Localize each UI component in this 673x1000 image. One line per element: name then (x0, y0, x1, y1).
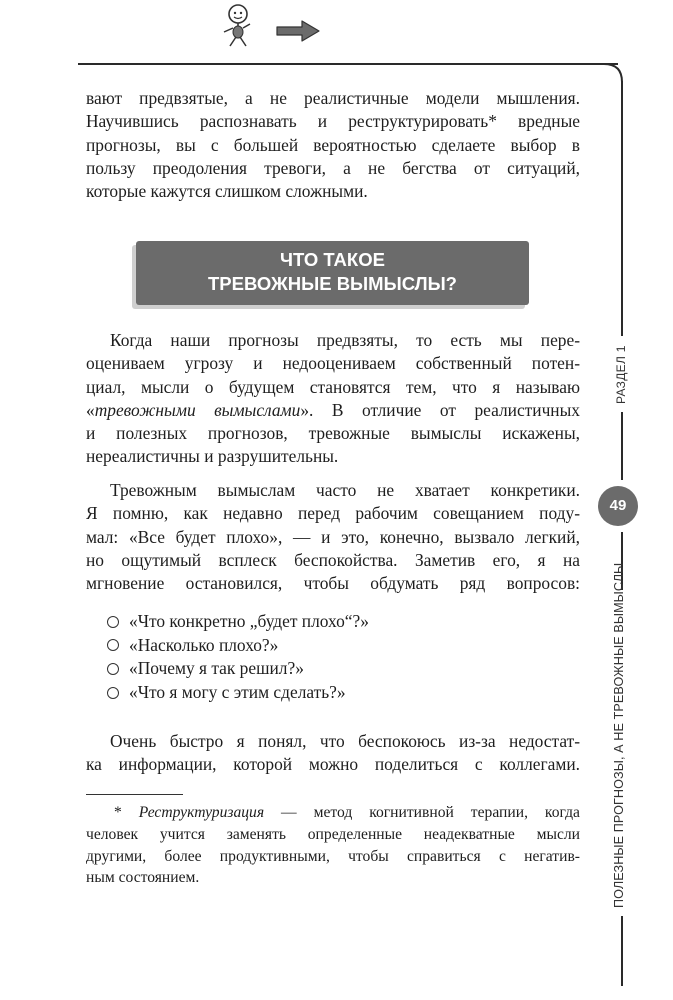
section-label: РАЗДЕЛ 1 (614, 345, 628, 404)
right-rule-top (621, 81, 623, 336)
footnote-term: Реструктуризация (138, 804, 265, 821)
circle-bullet-icon (107, 687, 119, 699)
list-item-text: «Почему я так решил?» (129, 658, 304, 679)
right-rule-mid (621, 412, 623, 480)
paragraph-1 (86, 329, 580, 469)
list-item (107, 657, 369, 681)
text-line: Когда наши прогнозы предвзяты, то есть мы пере- (110, 330, 580, 350)
paragraph-3 (86, 730, 580, 777)
list-item (107, 634, 369, 658)
text-line: Тревожным вымыслам часто не хватает конкретики. (110, 480, 580, 500)
heading-line-2: ТРЕВОЖНЫЕ ВЫМЫСЛЫ? (208, 273, 457, 294)
text-line: и полезных прогнозов, тревожные вымыслы искажены, (86, 423, 580, 444)
page-number: 49 (598, 486, 638, 526)
text-line: нереалистичны и разрушительны. (86, 446, 339, 467)
list-item-text: «Что конкретно „будет плохо“?» (129, 611, 369, 631)
arrow-right-icon (274, 18, 322, 44)
footnote (86, 802, 580, 889)
quote-open: « (86, 399, 95, 420)
chapter-title: ПОЛЕЗНЫЕ ПРОГНОЗЫ, А НЕ ТРЕВОЖНЫЕ ВЫМЫСЛЫ (612, 562, 626, 908)
text-line: Очень быстро я понял, что беспокоюсь из-за недостат- (110, 731, 580, 751)
text-line: мгновение остановился, чтобы обдумать ряд вопросов: (86, 573, 580, 594)
stick-figure-icon (214, 2, 264, 50)
list-item-text: «Что я могу с этим сделать?» (129, 681, 346, 702)
text-line: другими, более продуктивными, чтобы справиться с негатив- (86, 847, 580, 865)
footnote-rule (86, 794, 183, 795)
list-item (107, 610, 369, 634)
text-line: пользу преодоления тревоги, а не бегства от ситуаций, (86, 157, 580, 178)
section-heading (136, 241, 529, 305)
text-line: человек учится заменять определенные неадекватные мысли (86, 825, 580, 843)
text-line: ка информации, которой можно поделиться с коллегами. (86, 754, 580, 775)
question-list (107, 610, 369, 704)
text-line (86, 802, 580, 824)
text-segment: ». В отличие от реалистичных (300, 399, 580, 420)
list-item-text: «Насколько плохо?» (129, 634, 279, 655)
text-line: Научившись распознавать и реструктурировать* вредные (86, 111, 580, 132)
text-segment: — метод когнитивной терапии, когда (264, 804, 580, 821)
text-line: мал: «Все будет плохо», — и это, конечно, вызвало легкий, (86, 526, 580, 547)
text-line (86, 399, 580, 422)
frame-corner (604, 63, 624, 83)
text-line: циал, мысли о будущем становятся тем, что я называю (86, 376, 580, 397)
italic-term: тревожными вымыслами (94, 399, 301, 420)
right-rule-bottom (621, 916, 623, 986)
heading-line-1: ЧТО ТАКОЕ (280, 249, 385, 270)
intro-paragraph (86, 87, 580, 203)
footnote-star: * (114, 804, 139, 821)
list-item (107, 681, 369, 705)
circle-bullet-icon (107, 639, 119, 651)
text-line: прогнозы, вы с большей вероятностью сделаете выбор в (86, 134, 580, 155)
text-line: ным состоянием. (86, 869, 200, 887)
circle-bullet-icon (107, 616, 119, 628)
text-line: но ощутимый всплеск беспокойства. Заметив его, я на (86, 549, 580, 570)
circle-bullet-icon (107, 663, 119, 675)
text-line: вают предвзятые, а не реалистичные модели мышления. (86, 88, 580, 108)
top-rule (78, 63, 618, 65)
text-line: которые кажутся слишком сложными. (86, 181, 368, 202)
text-line: Я помню, как недавно перед рабочим совещанием поду- (86, 503, 580, 524)
paragraph-2 (86, 479, 580, 595)
text-line: оцениваем угрозу и недооцениваем собственный потен- (86, 353, 580, 374)
